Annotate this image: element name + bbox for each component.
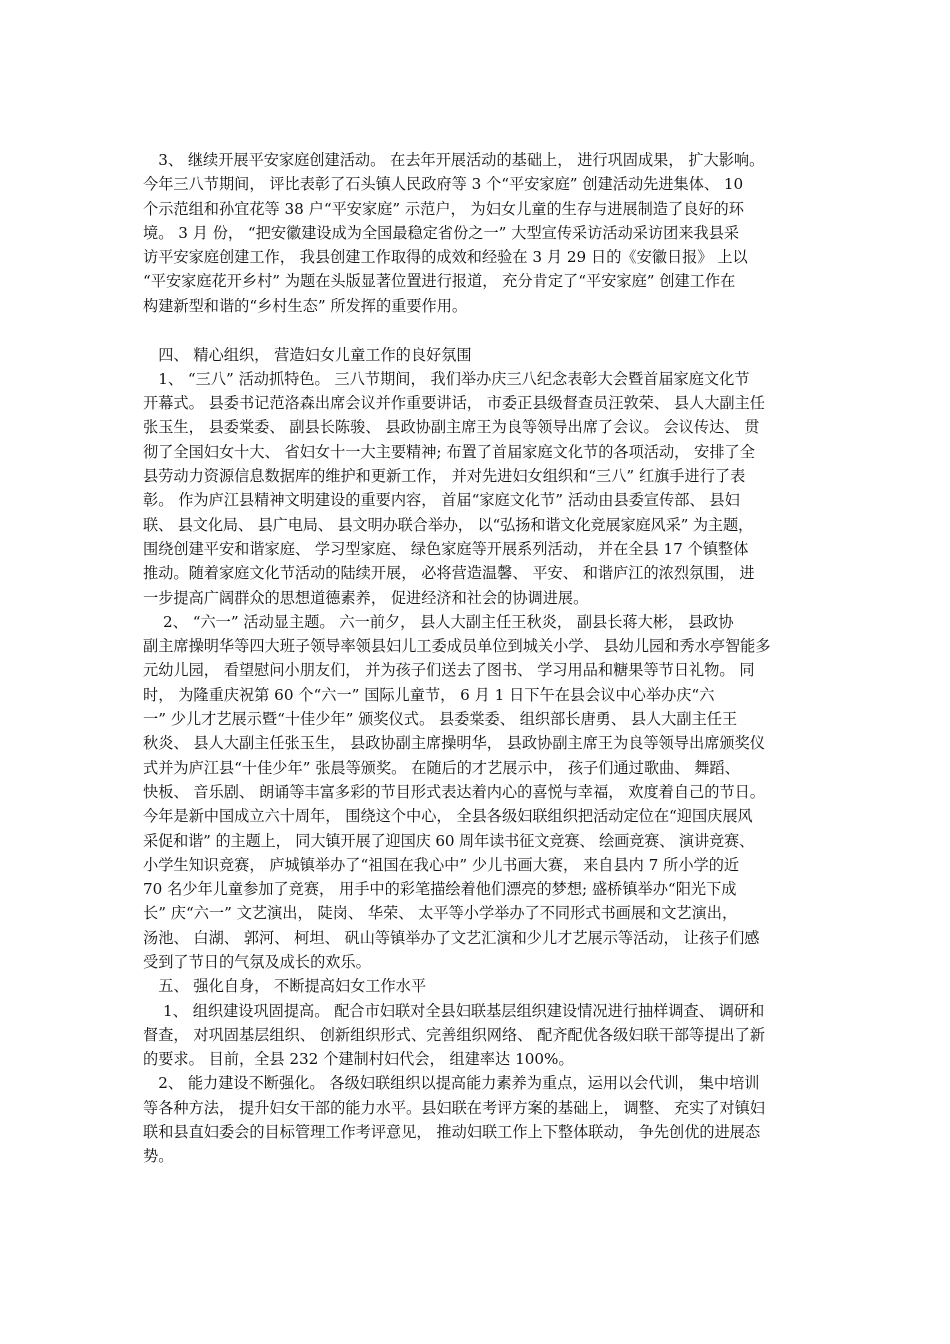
- text-line: 3、 继续开展平安家庭创建活动。 在去年开展活动的基础上， 进行巩固成果， 扩大影响。: [143, 151, 765, 169]
- paragraph-safe-family: [143, 148, 811, 318]
- paragraph-sanba-activity: [143, 367, 811, 610]
- text-line: 元幼儿园， 看望慰问小朋友们， 并为孩子们送去了图书、 学习用品和糖果等节日礼物。 同: [143, 661, 755, 680]
- text-line: 境。 3 月 份， “把安徽建设成为全国最稳定省份之一” 大型宣传采访活动采访团来我县采: [143, 223, 740, 242]
- text-line: 构建新型和谐的“乡村生态” 所发挥的重要作用。: [143, 296, 468, 315]
- text-line: 小学生知识竞赛， 庐城镇举办了“祖国在我心中” 少儿书画大赛， 来自县内 7 所小学的近: [143, 855, 740, 874]
- text-line: 今年是新中国成立六十周年， 围绕这个中心， 全县各级妇联组织把活动定位在“迎国庆展风: [143, 807, 753, 826]
- text-line: 副主席操明华等四大班子领导率领县妇儿工委成员单位到城关小学、 县幼儿园和秀水亭智能多: [143, 637, 771, 656]
- text-line: 一” 少儿才艺展示暨“十佳少年” 颁奖仪式。 县委棠委、 组织部长唐勇、 县人大副主任王: [143, 710, 738, 729]
- text-line: 彻了全国妇女十大、 省妇女十一大主要精神; 布置了首届家庭文化节的各项活动， 安排了全: [143, 442, 755, 461]
- text-line: 督查， 对巩固基层组织、 创新组织形式、完善组织网络、 配齐配优各级妇联干部等提出了新: [143, 1025, 765, 1044]
- text-line: 访平安家庭创建工作， 我县创建工作取得的成效和经验在 3 月 29 日的《安徽日报》 上以: [143, 248, 748, 267]
- text-line: 长” 庆“六一” 文艺演出， 陡岗、 华荣、 太平等小学举办了不同形式书画展和文艺演出，: [143, 904, 738, 923]
- text-line: 推动。随着家庭文化节活动的陆续开展， 必将营造温馨、 平安、 和谐庐江的浓烈氛围， 进: [143, 564, 755, 583]
- text-line: 今年三八节期间， 评比表彰了石头镇人民政府等 3 个“平安家庭” 创建活动先进集体、 10: [143, 175, 744, 194]
- text-line: 联、 县文化局、 县广电局、 县文明办联合举办， 以“弘扬和谐文化竞展家庭风采” 为主题，: [143, 515, 754, 534]
- paragraph-organization-building: [143, 999, 811, 1072]
- section-heading-5: 五、 强化自身， 不断提高妇女工作水平: [143, 977, 427, 996]
- text-line: 2、 能力建设不断强化。 各级妇联组织以提高能力素养为重点，运用以会代训， 集中培训: [143, 1074, 760, 1093]
- text-line: 开幕式。 县委书记范洛森出席会议并作重要讲话， 市委正县级督查员汪敦荣、 县人大副主任: [143, 394, 765, 413]
- section-heading-4: 四、 精心组织， 营造妇女儿童工作的良好氛围: [143, 345, 472, 364]
- text-line: 快板、 音乐剧、 朗诵等丰富多彩的节目形式表达着内心的喜悦与幸福， 欢度着自己的节日。: [143, 782, 765, 801]
- text-line: 个示范组和孙宜花等 38 户“平安家庭” 示范户， 为妇女儿童的生存与进展制造了良好的环: [143, 199, 744, 218]
- text-line: 采促和谐” 的主题上， 同大镇开展了迎国庆 60 周年读书征文竞赛、 绘画竞赛、 演讲竞赛、: [143, 831, 755, 850]
- text-line: 势。: [143, 1147, 174, 1166]
- text-line: 联和县直妇委会的目标管理工作考评意见， 推动妇联工作上下整体联动， 争先创优的进展态: [143, 1123, 761, 1142]
- text-line: “平安家庭花开乡村” 为题在头版显著位置进行报道， 充分肯定了“平安家庭” 创建工作在: [143, 272, 736, 291]
- text-line: 受到了节日的气氛及成长的欢乐。: [143, 953, 371, 971]
- text-line: 的要求。 目前，全县 232 个建制村妇代会， 组建率达 100%。: [143, 1050, 574, 1069]
- document-page: [143, 148, 811, 1169]
- text-line: 汤池、 白湖、 郭河、 柯坦、 矾山等镇举办了文艺汇演和少儿才艺展示等活动， 让孩子们感: [143, 928, 760, 947]
- text-line: 70 名少年儿童参加了竞赛， 用手中的彩笔描绘着他们漂亮的梦想; 盛桥镇举办“阳光下成: [143, 880, 737, 899]
- text-line: 1、 “三八” 活动抓特色。 三八节期间， 我们举办庆三八纪念表彰大会暨首届家庭文化节: [143, 369, 750, 388]
- text-line: 时， 为隆重庆祝第 60 个“六一” 国际儿童节， 6 月 1 日下午在县会议中心举办庆“六: [143, 685, 715, 704]
- text-line: 一步提高广阔群众的思想道德素养， 促进经济和社会的协调进展。: [143, 588, 589, 607]
- text-line: 张玉生， 县委棠委、 副县长陈骏、 县政协副主席王为良等领导出席了会议。 会议传达、 贯: [143, 418, 760, 437]
- text-line: 彰。 作为庐江县精神文明建设的重要内容， 首届“家庭文化节” 活动由县委宣传部、 县妇: [143, 491, 740, 510]
- paragraph-gap: [143, 318, 811, 343]
- text-line: 围绕创建平安和谐家庭、 学习型家庭、 绿色家庭等开展系列活动， 并在全县 17 个镇整体: [143, 539, 749, 558]
- paragraph-capacity-building: [143, 1071, 811, 1168]
- text-line: 2、 “六一” 活动显主题。 六一前夕， 县人大副主任王秋炎， 副县长蒋大彬， 县政协: [143, 612, 734, 631]
- text-line: 式并为庐江县“十佳少年” 张晨等颁奖。 在随后的才艺展示中， 孩子们通过歌曲、 舞蹈、: [143, 758, 740, 777]
- text-line: 秋炎、 县人大副主任张玉生， 县政协副主席操明华， 县政协副主席王为良等领导出席颁奖仪: [143, 734, 765, 753]
- paragraph-liuyi-activity: [143, 610, 811, 974]
- text-line: 1、 组织建设巩固提高。 配合市妇联对全县妇联基层组织建设情况进行抽样调查、 调研和: [143, 1001, 765, 1020]
- text-line: 县劳动力资源信息数据库的维护和更新工作， 并对先进妇女组织和“三八” 红旗手进行了表: [143, 467, 746, 486]
- text-line: 等各种方法， 提升妇女干部的能力水平。县妇联在考评方案的基础上， 调整、 充实了对镇妇: [143, 1098, 765, 1117]
